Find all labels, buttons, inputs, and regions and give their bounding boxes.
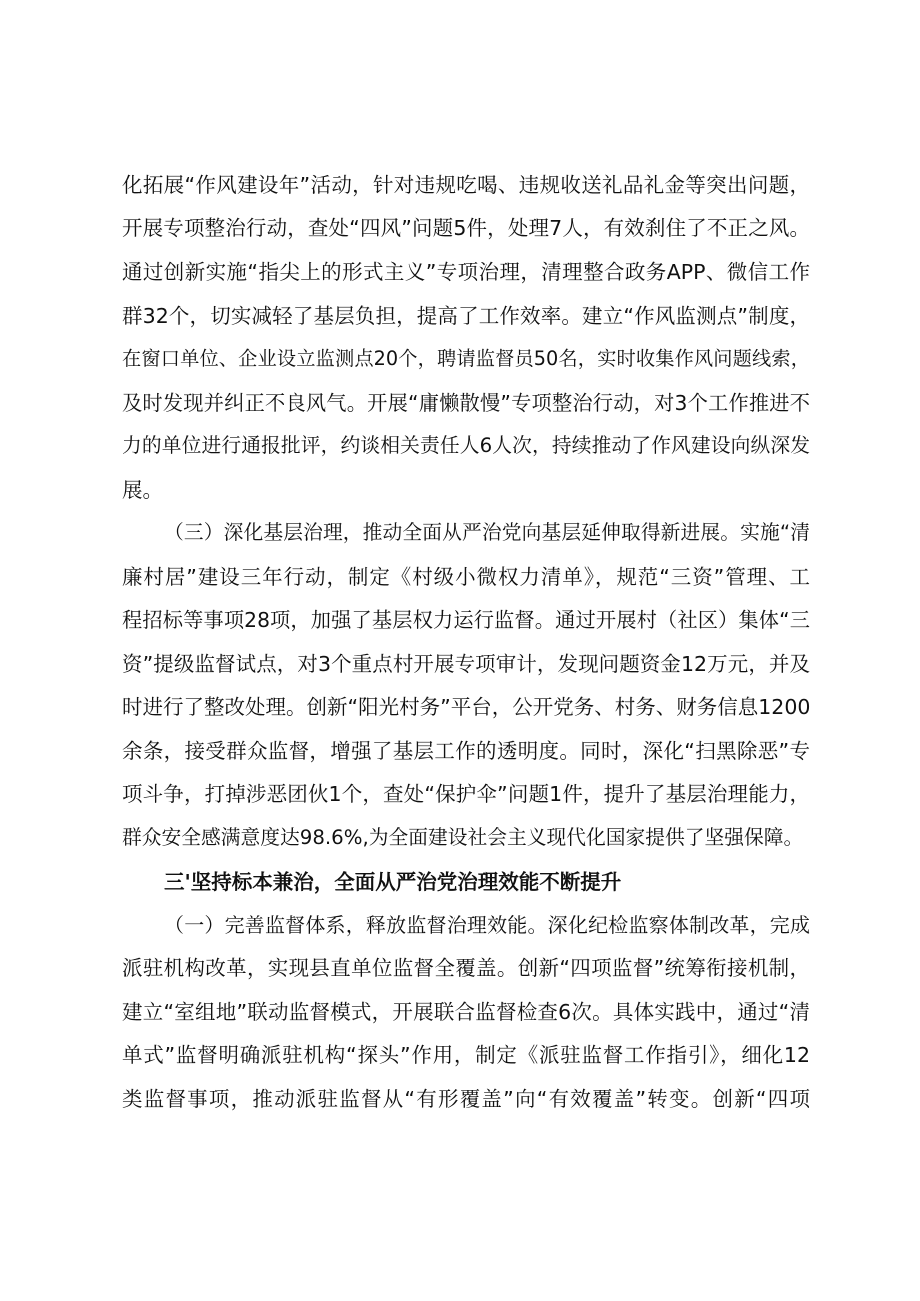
paragraph-3-line-3: 建立“室组地”联动监督模式，开展联合监督检查6次。具体实践中，通过“清 xyxy=(122,1000,810,1024)
paragraph-2-line-5: 时进行了整改处理。创新“阳光村务”平台，公开党务、村务、财务信息1200 xyxy=(122,695,810,719)
paragraph-2-line-7: 项斗争，打掉涉恶团伙1个，查处“保护伞”问题1件，提升了基层治理能力， xyxy=(122,782,810,806)
paragraph-3-line-2: 派驻机构改革，实现县直单位监督全覆盖。创新“四项监督”统筹衔接机制， xyxy=(122,956,810,980)
paragraph-1-line-7: 力的单位进行通报批评，约谈相关责任人6人次，持续推动了作风建设向纵深发 xyxy=(122,434,810,457)
paragraph-2-line-3: 程招标等事项28项，加强了基层权力运行监督。通过开展村（社区）集体“三 xyxy=(122,608,810,632)
paragraph-2-line-6: 余条，接受群众监督，增强了基层工作的透明度。同时，深化“扫黑除恶”专 xyxy=(122,739,810,763)
paragraph-3-line-4: 单式”监督明确派驻机构“探头”作用，制定《派驻监督工作指引》，细化12 xyxy=(122,1043,810,1067)
paragraph-1-line-1: 化拓展“作风建设年”活动，针对违规吃喝、违规收送礼品礼金等突出问题， xyxy=(122,173,810,197)
paragraph-2-line-2: 廉村居”建设三年行动，制定《村级小微权力清单》，规范“三资”管理、工 xyxy=(122,565,810,589)
paragraph-2-line-1: （三）深化基层治理，推动全面从严治党向基层延伸取得新进展。实施“清 xyxy=(164,521,810,544)
paragraph-1-line-4: 群32个，切实减轻了基层负担，提高了工作效率。建立“作风监测点”制度， xyxy=(122,304,810,328)
paragraph-1-line-6: 及时发现并纠正不良风气。开展“庸懒散慢”专项整治行动，对3个工作推进不 xyxy=(122,391,810,415)
paragraph-2-line-8: 群众安全感满意度达98.6%,为全面建设社会主义现代化国家提供了坚强保障。 xyxy=(122,826,804,849)
paragraph-3-line-1: （一）完善监督体系，释放监督治理效能。深化纪检监察体制改革，完成 xyxy=(164,913,810,937)
paragraph-3-line-5: 类监督事项，推动派驻监督从“有形覆盖”向“有效覆盖”转变。创新“四项 xyxy=(122,1087,810,1111)
paragraph-1-line-2: 开展专项整治行动，查处“四风”问题5件，处理7人，有效刹住了不正之风。 xyxy=(122,216,810,240)
paragraph-1-line-3: 通过创新实施“指尖上的形式主义”专项治理，清理整合政务APP、微信工作 xyxy=(122,260,810,284)
section-heading: 三'坚持标本兼治，全面从严治党治理效能不断提升 xyxy=(164,870,622,894)
paragraph-1-line-5: 在窗口单位、企业设立监测点20个，聘请监督员50名，实时收集作风问题线索， xyxy=(122,347,810,370)
paragraph-2-line-4: 资”提级监督试点，对3个重点村开展专项审计，发现问题资金12万元，并及 xyxy=(122,652,810,676)
paragraph-1-line-8: 展。 xyxy=(122,478,163,502)
